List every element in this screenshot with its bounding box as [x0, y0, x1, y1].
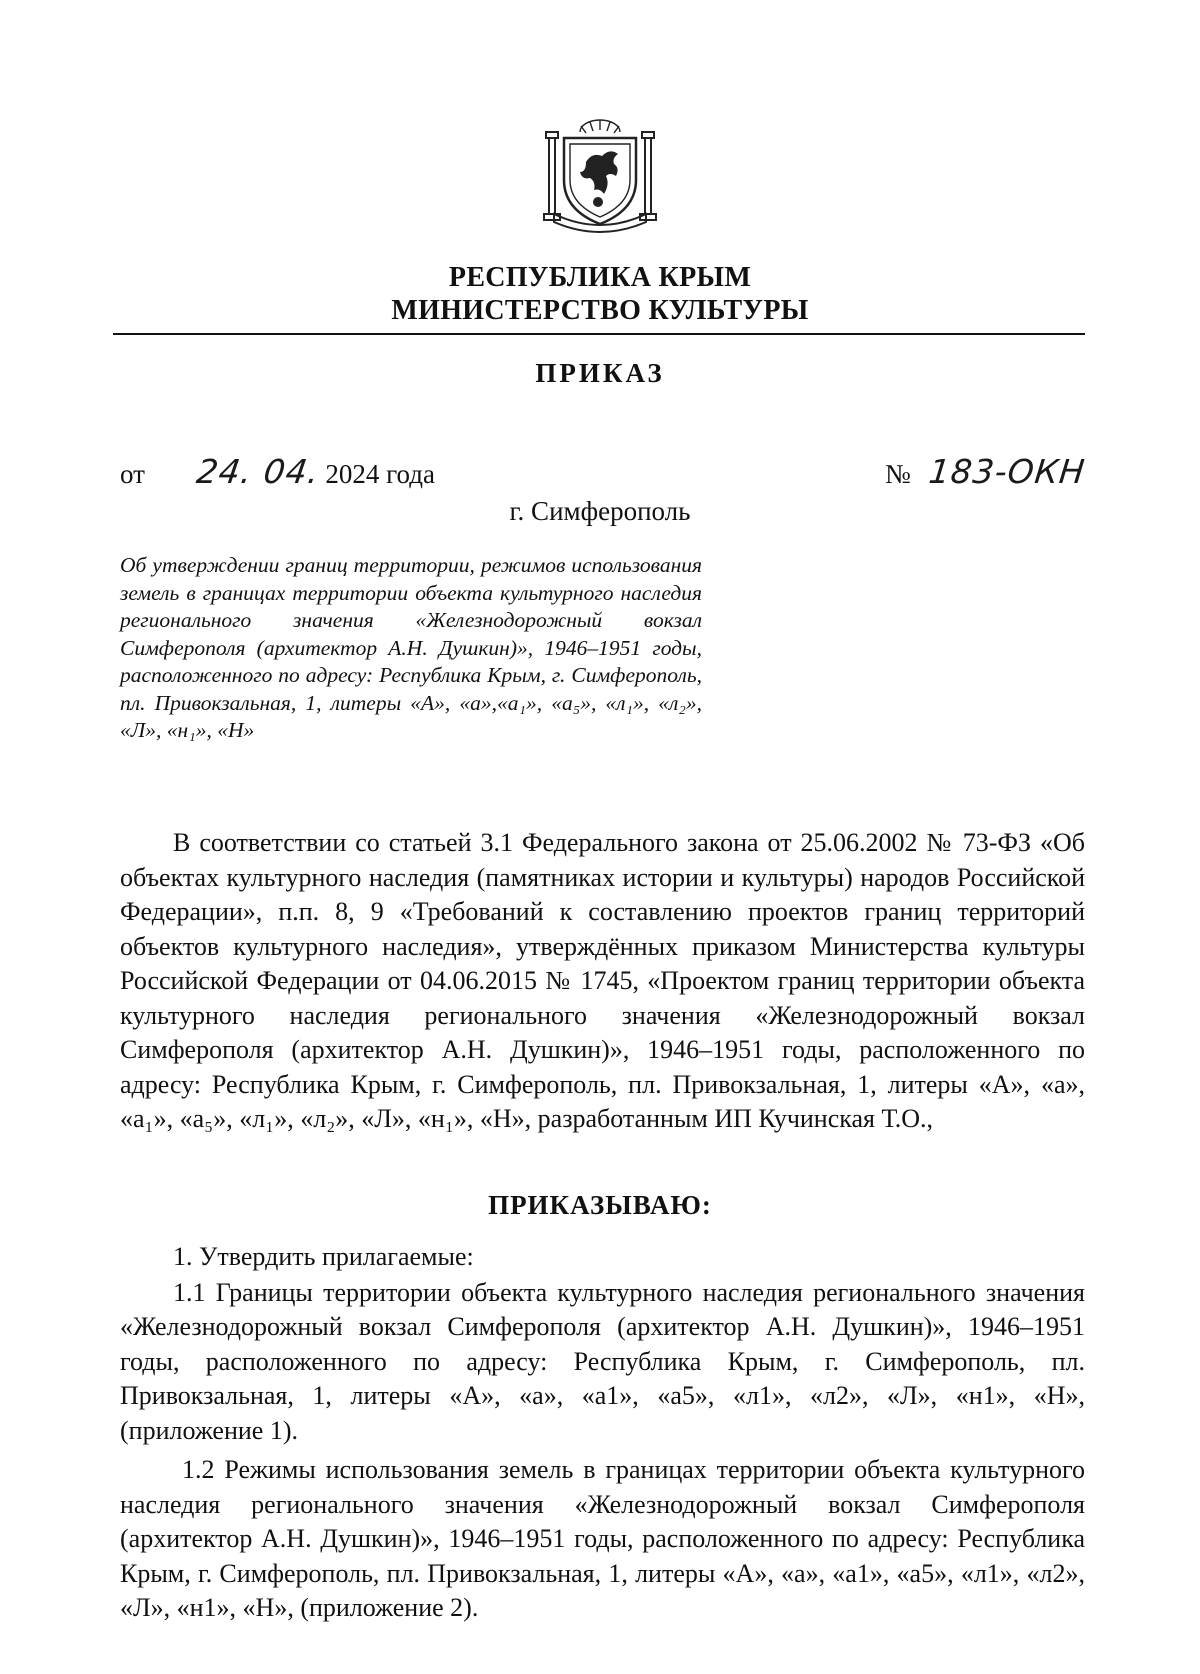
- item-1-1: 1.1 Границы территории объекта культурного наследия регионального значения «Железнодорожный вокзал Симферополя (архитектор А.Н. Душкин)», 1946–1951 годы, расположенного по адресу: Республика Крым, г. Симферополь, пл. Привокзальная, 1, литеры «А», «а», «а1», «а5», «л1», «л2», «Л», «н1», «Н», (приложение 1).: [120, 1277, 1085, 1445]
- ministry-title: МИНИСТЕРСТВО КУЛЬТУРЫ: [391, 295, 809, 326]
- order-date: [120, 452, 435, 491]
- item-1-2: 1.2 Режимы использования земель в границах территории объекта культурного наследия регионального значения «Железнодорожный вокзал Симферополя (архитектор А.Н. Душкин)», 1946–1951 годы, расположенного по адресу: Республика Крым, г. Симферополь, пл. Привокзальная, 1, литеры «А», «а», «а1», «а5», «л1», «л2», «Л», «н1», «Н», (приложение 2).: [120, 1455, 1085, 1622]
- order-subject: Об утверждении границ территории, режимов использования земель в границах территории объекта культурного наследия регионального значения «Железнодорожный вокзал Симферополя (архитектор А.Н. Душкин)», 1946–1951 годы, расположенного по адресу: Республика Крым, г. Симферополь, пл. Привокзальная, 1, литеры «А», «а»,«а₁», «а₅», «л₁», «л₂», «Л», «н₁», «Н»: [120, 553, 702, 742]
- preamble: [120, 826, 1085, 1137]
- handwritten-date: 24. 04.: [194, 452, 323, 491]
- republic-title: РЕСПУБЛИКА КРЫМ: [448, 262, 752, 293]
- date-prefix: от: [120, 459, 145, 489]
- city: г. Симферополь: [509, 496, 691, 526]
- date-year: 2024 года: [325, 459, 436, 489]
- item-1: 1. Утвердить прилагаемые:: [173, 1242, 474, 1271]
- preamble-text: В соответствии со статьей 3.1 Федерального закона от 25.06.2002 № 73-ФЗ «Об объектах культурного наследия (памятниках истории и культуры) народов Российской Федерации», п.п. 8, 9 «Требований к составлению проектов границ территорий объектов культурного наследия», утверждённых приказом Министерства культуры Российской Федерации от 04.06.2015 № 1745, «Проектом границ территории объекта культурного наследия регионального значения «Железнодорожный вокзал Симферополя (архитектор А.Н. Душкин)», 1946–1951 годы, расположенного по адресу: Республика Крым, г. Симферополь, пл. Привокзальная, 1, литеры «А», «а», «а₁», «а₅», «л₁», «л₂», «Л», «н₁», «Н», разработанным ИП Кучинская Т.О.,: [120, 828, 1085, 1133]
- order-number: [885, 452, 1085, 491]
- handwritten-number: 183-ОКН: [926, 452, 1087, 491]
- decree-word: ПРИКАЗЫВАЮ:: [488, 1190, 712, 1220]
- number-prefix: №: [885, 459, 911, 489]
- order-items: [120, 1240, 1085, 1626]
- order-title: ПРИКАЗ: [535, 358, 665, 388]
- coat-of-arms-icon: [540, 118, 660, 236]
- header-divider: [113, 333, 1085, 335]
